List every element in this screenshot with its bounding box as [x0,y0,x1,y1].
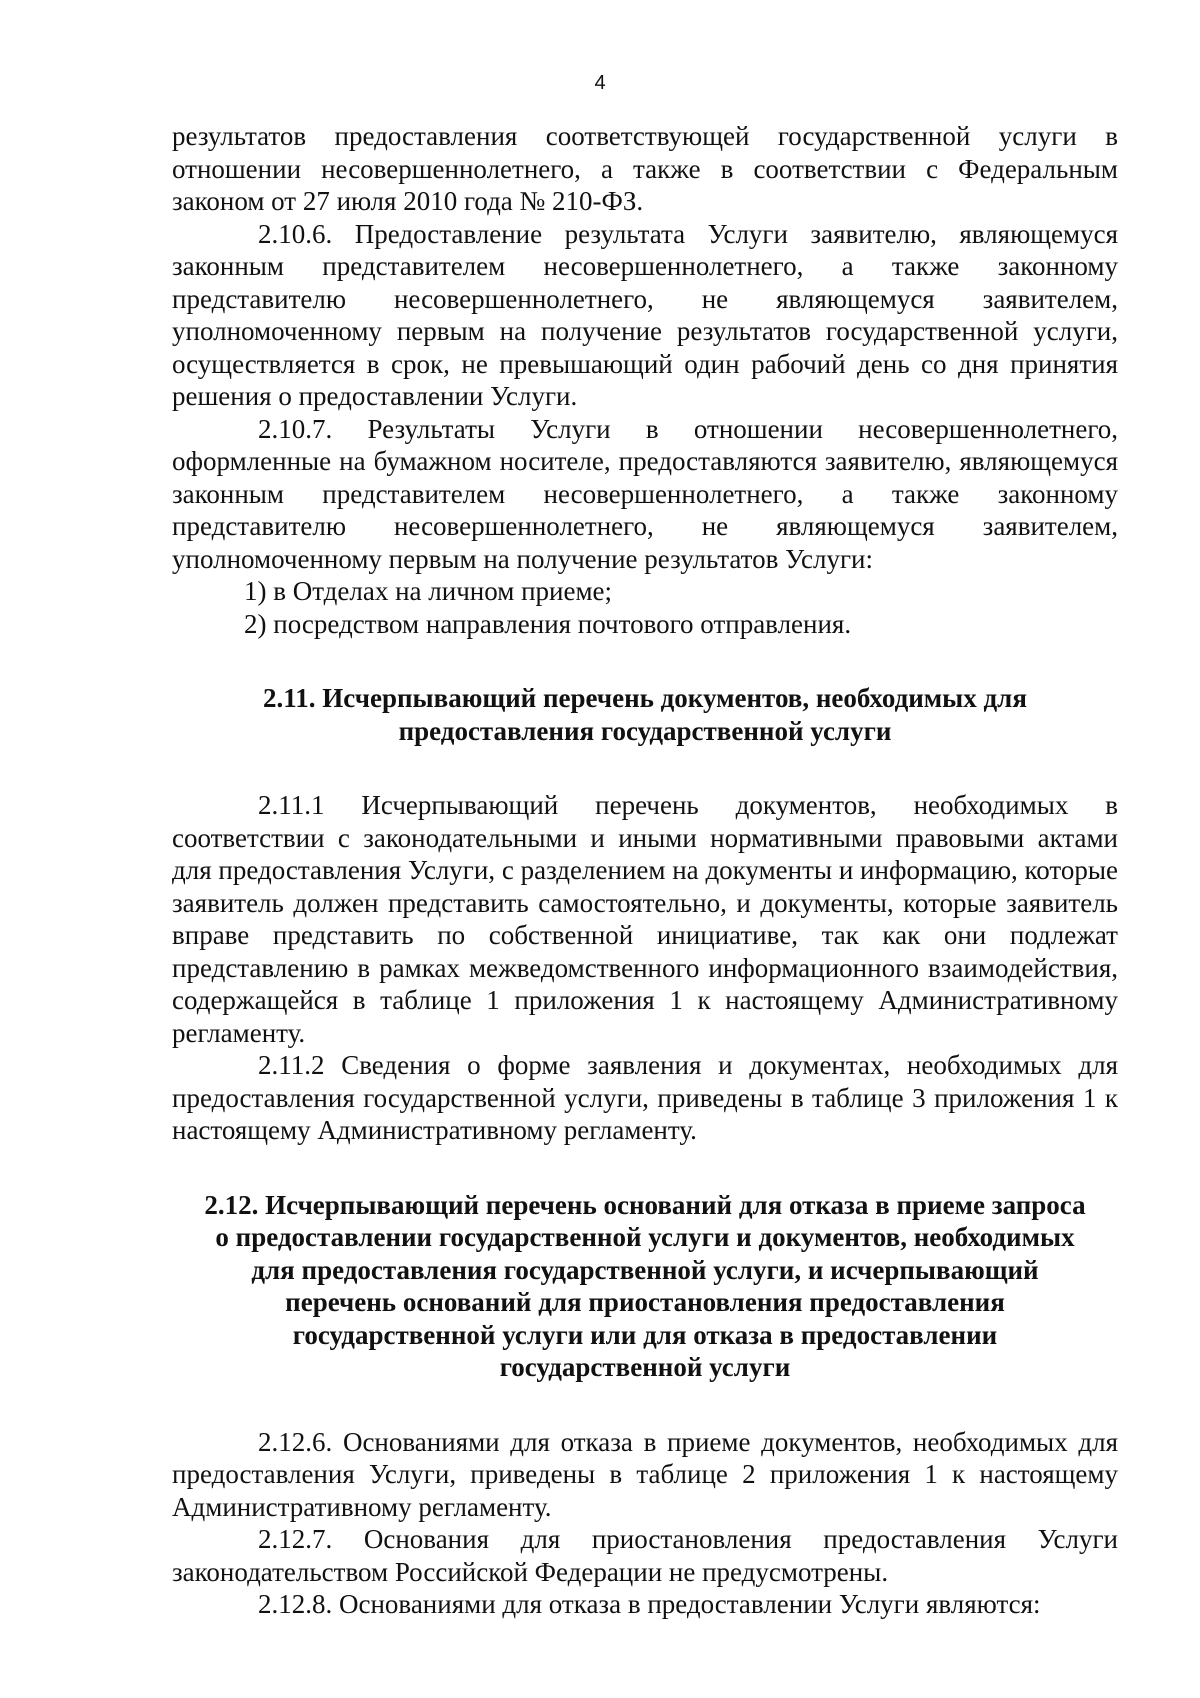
heading-2-12-line-5: государственной услуги или для отказа в предоставлении [292,1319,998,1350]
paragraph-2-12-7: 2.12.7. Основания для приостановления предоставления Услуги законодательством Российской Федерации не предусмотрены. [172,1524,1118,1587]
paragraph-2-11-2: 2.11.2 Сведения о форме заявления и документах, необходимых для предоставления государственной услуги, приведены в таблице 3 приложения 1 к настоящему Административному регламенту. [172,1050,1118,1145]
heading-2-11-line-2: предоставления государственной услуги [398,715,892,746]
section-heading-2-12 [172,1189,1118,1384]
paragraph-2-11-1: 2.11.1 Исчерпывающий перечень документов, необходимых в соответствии с законодательными и иными нормативными правовыми актами для предоставления Услуги, с разделением на документы и информацию, которые заявитель должен представить самостоятельно, и документы, которые заявитель вправе представить по собственной инициативе, так как они подлежат представлению в рамках межведомственного информационного взаимодействия, содержащейся в таблице 1 приложения 1 к настоящему Административному регламенту. [172,790,1118,1048]
list-item-1: 1) в Отделах на личном приеме; [244,576,613,606]
heading-2-12-line-4: перечень оснований для приостановления предоставления [285,1287,1005,1317]
document-body [172,120,1118,1621]
heading-2-12-line-1: 2.12. Исчерпывающий перечень оснований для отказа в приеме запроса [204,1189,1086,1220]
paragraph-2-12-6: 2.12.6. Основаниями для отказа в приеме документов, необходимых для предоставления Услуги, приведены в таблице 2 приложения 1 к настоящему Административному регламенту. [172,1426,1118,1522]
heading-2-11-line-1: 2.11. Исчерпывающий перечень документов, необходимых для [263,683,1027,713]
section-heading-2-11 [172,682,1118,747]
heading-2-12-line-6: государственной услуги [499,1352,791,1382]
paragraph-2-10-7: 2.10.7. Результаты Услуги в отношении несовершеннолетнего, оформленные на бумажном носителе, предоставляются заявителю, являющемуся законным представителем несовершеннолетнего, а также законному представителю несовершеннолетнего, не являющемуся заявителем, уполномоченному первым на получение результатов Услуги: [172,413,1118,574]
list-item-2: 2) посредством направления почтового отправления. [244,608,852,639]
page-number: 4 [594,72,606,94]
paragraph-2-12-8: 2.12.8. Основаниями для отказа в предоставлении Услуги являются: [258,1589,1041,1619]
heading-2-12-line-2: о предоставлении государственной услуги и документов, необходимых [215,1222,1075,1252]
heading-2-12-line-3: для предоставления государственной услуги, и исчерпывающий [251,1254,1039,1285]
paragraph-continuation: результатов предоставления соответствующей государственной услуги в отношении несовершеннолетнего, а также в соответствии с Федеральным законом от 27 июля 2010 года № 210-ФЗ. [172,121,1118,216]
paragraph-2-10-6: 2.10.6. Предоставление результата Услуги заявителю, являющемуся законным представителем несовершеннолетнего, а также законному представителю несовершеннолетнего, не являющемуся заявителем, уполномоченному первым на получение результатов государственной услуги, осуществляется в срок, не превышающий один рабочий день со дня принятия решения о предоставлении Услуги. [172,218,1118,411]
